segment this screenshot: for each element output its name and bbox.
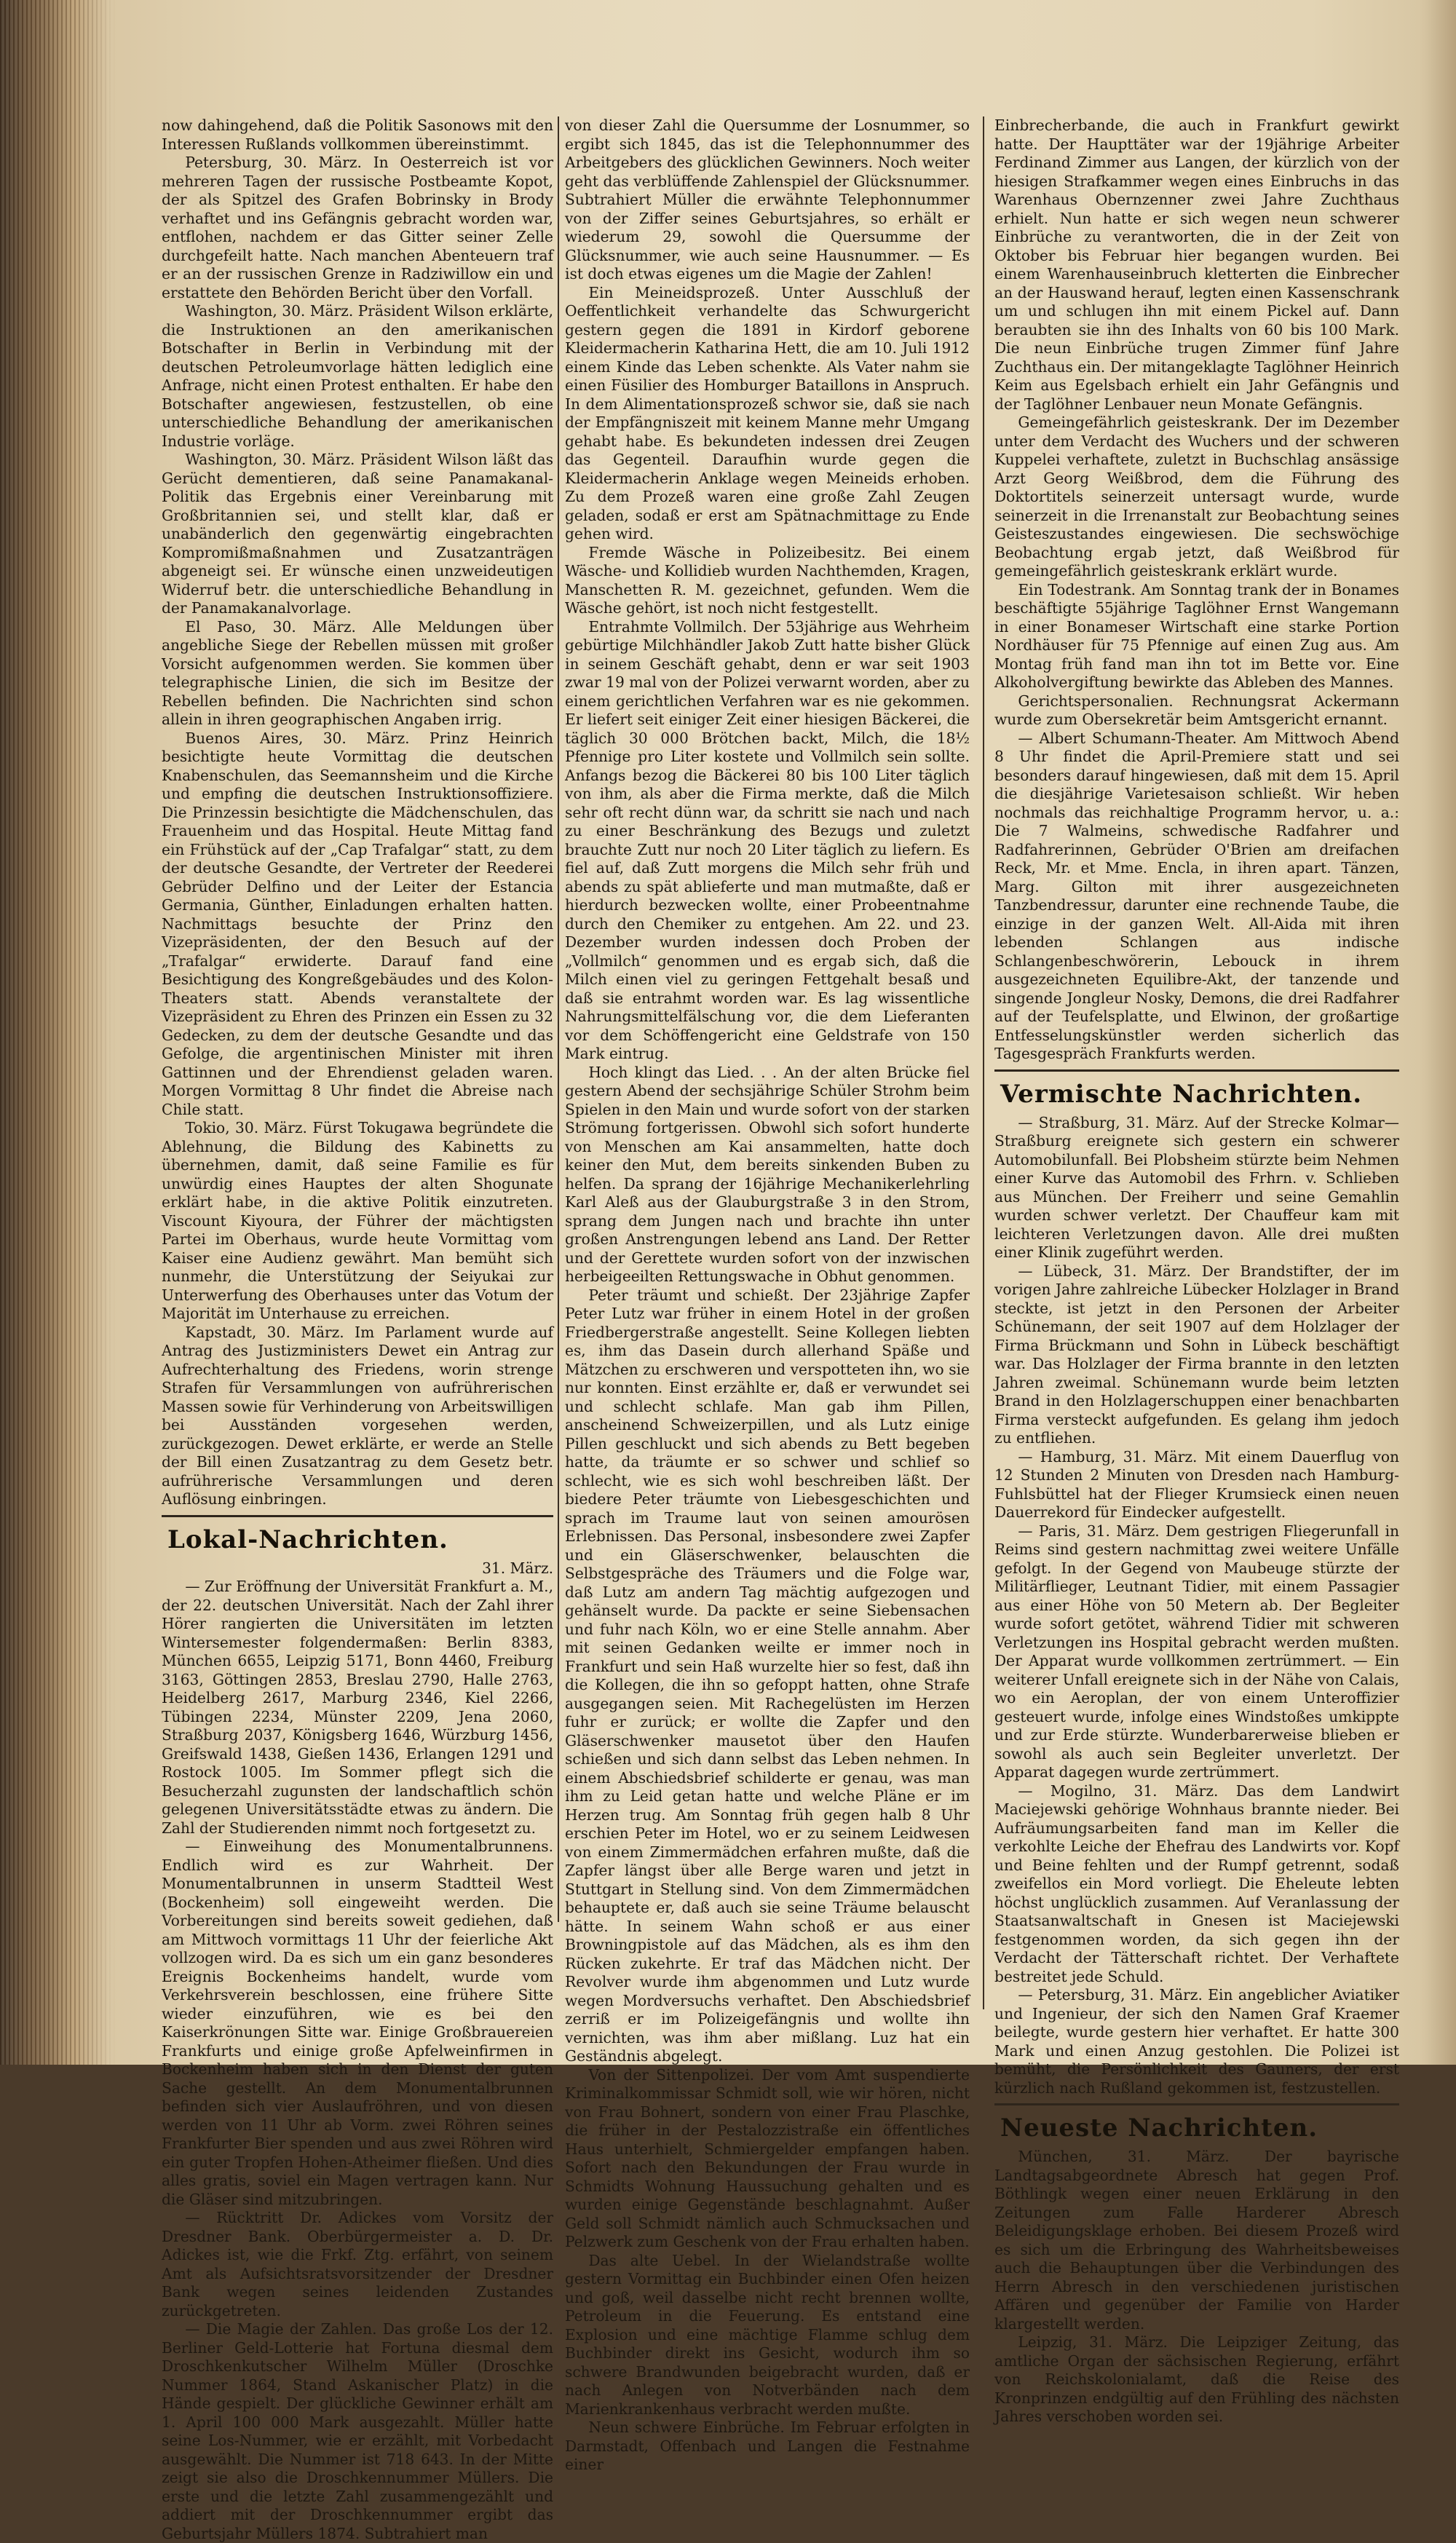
paragraph: — Albert Schumann-Theater. Am Mittwoch Abend 8 Uhr findet die April-Premiere statt und sei besonders darauf hingewiesen, daß mit dem 15. April die diesjährige Varietesaison schließt. Wir heben nochmals das reichhaltige Programm hervor, u. a.: Die 7 Walmeins, schwedische Radfahrer und Radfahrerinnen, Gebrüder O'Brien am dreifachen Reck, Mr. et Mme. Encla, in ihren apart. Tänzen, Marg. Gilton mit ihrer ausgezeichneten Tanzbendressur, darunter eine rechnende Taube, die einzige in der ganzen Welt. All-Aida mit ihren lebenden Schlangen aus indische Schlangenbeschwörerin, Lebouck in ihrem ausgezeichneten Equilibre-Akt, der tanzende und singende Jongleur Nosky, Demons, die drei Radfahrer auf der Teufelsplatte, und Elwinon, der großartige Entfesselungskünstler werden sicherlich das Tagesgespräch Frankfurts werden. bbox=[994, 729, 1399, 1062]
paragraph: now dahingehend, daß die Politik Sasonows mit den Interessen Rußlands vollkommen übereinstimmt. bbox=[162, 116, 553, 153]
dateline: 31. März. bbox=[482, 1559, 553, 1577]
paragraph: Petersburg, 30. März. In Oesterreich ist vor mehreren Tagen der russische Postbeamte Kopot, der als Spitzel des Grafen Bobrinsky in Brody verhaftet und ins Gefängnis gebracht worden war, entflohen, nachdem er das Gitter seiner Zelle durchgefeilt hatte. Nach manchen Abenteuern traf er an der russischen Grenze in Radziwillow ein und erstattete den Behörden Bericht über den Vorfall. bbox=[162, 154, 553, 301]
paragraph: — Zur Eröffnung der Universität Frankfurt a. M., der 22. deutschen Universität. Nach der Zahl ihrer Hörer rangierten die Universitäten im letzten Wintersemester folgendermaßen: Berlin 8383, München 6655, Leipzig 5171, Bonn 4460, Freiburg 3163, Göttingen 2853, Breslau 2790, Halle 2763, Heidelberg 2617, Marburg 2346, Kiel 2266, Tübingen 2234, Münster 2209, Jena 2060, Straßburg 2037, Königsberg 1646, Würzburg 1456, Greifswald 1438, Gießen 1436, Erlangen 1291 und Rostock 1005. Im Sommer pflegt sich die Besucherzahl zugunsten der landschaftlich schön gelegenen Universitätsstädte etwas zu ändern. Die Zahl der Studierenden nimmt noch fortgesetzt zu. bbox=[162, 1578, 553, 1837]
section-divider bbox=[162, 1515, 553, 1517]
column-1 bbox=[162, 116, 553, 2542]
paragraph: Entrahmte Vollmilch. Der 53jährige aus Wehrheim gebürtige Milchhändler Jakob Zutt hatte bisher Glück in seinem Geschäft gehabt, denn er war seit 1903 zwar 19 mal von der Polizei verwarnt worden, aber zu einem gerichtlichen Verfahren war es nie gekommen. Er liefert seit einiger Zeit einer hiesigen Bäckerei, die täglich 30 000 Brötchen backt, Milch, die 18½ Pfennige pro Liter kostete und Vollmilch sein sollte. Anfangs bezog die Bäckerei 80 bis 100 Liter täglich von ihm, als aber die Firma merkte, daß die Milch sehr oft recht dünn war, da schritt sie nach und nach zu einer Beschränkung des Bezugs und zuletzt brauchte Zutt nur noch 20 Liter täglich zu liefern. Es fiel auf, daß Zutt morgens die Milch sehr früh und abends zu spät ablieferte und man mutmaßte, daß er hierdurch bezwecken wollte, einer Probeentnahme durch den Chemiker zu entgehen. Am 22. und 23. Dezember wurden indessen doch Proben der „Vollmilch“ genommen und es ergab sich, daß die Milch einen viel zu geringen Fettgehalt besaß und daß sie entrahmt worden war. Es lag wissentliche Nahrungsmittelfälschung vor, die dem Lieferanten vor dem Schöffengericht eine Geldstrafe von 150 Mark eintrug. bbox=[565, 617, 970, 1062]
paragraph: — Petersburg, 31. März. Ein angeblicher Aviatiker und Ingenieur, der sich den Namen Graf Kraemer beilegte, wurde gestern hier verhaftet. Er hatte 300 Mark und einen Anzug gestohlen. Die Polizei ist bemüht, die Persönlichkeit des Gauners, der erst kürzlich nach Rußland gekommen ist, festzustellen. bbox=[994, 1986, 1399, 2097]
paragraph: El Paso, 30. März. Alle Meldungen über angebliche Siege der Rebellen müssen mit großer Vorsicht aufgenommen werden. Sie kommen über telegraphische Linien, die sich im Besitze der Rebellen befinden. Die Nachrichten sind schon allein in ihren geographischen Angaben irrig. bbox=[162, 617, 553, 728]
paragraph: — Paris, 31. März. Dem gestrigen Fliegerunfall in Reims sind gestern nachmittag zwei weitere Unfälle gefolgt. In der Gegend von Maubeuge stürzte der Militärflieger, Leutnant Tidier, mit einem Passagier aus einer Höhe von 50 Metern ab. Der Begleiter wurde sofort getötet, während Tidier mit schweren Verletzungen ins Hospital gebracht werden mußten. Der Apparat wurde vollkommen zertrümmert. — Ein weiterer Unfall ereignete sich in der Nähe von Calais, wo ein Aeroplan, der von einem Unteroffizier gesteuert wurde, infolge eines Windstoßes umkippte und zur Erde stürzte. Wunderbarerweise blieben er sowohl als auch sein Begleiter unverletzt. Der Apparat dagegen wurde zertrümmert. bbox=[994, 1522, 1399, 1781]
paragraph: Einbrecherbande, die auch in Frankfurt gewirkt hatte. Der Haupttäter war der 19jährige Arbeiter Ferdinand Zimmer aus Langen, der kürzlich von der hiesigen Strafkammer wegen eines Einbruchs in das Warenhaus Obernzenner zwei Jahre Zuchthaus erhielt. Nun hatte er sich wegen neun schwerer Einbrüche zu verantworten, die in der Zeit von Oktober bis Februar hier begangen wurden. Bei einem Warenhauseinbruch kletterten die Einbrecher an der Hauswand herauf, legten einen Kassenschrank um und schlugen ihn mit einem Pickel auf. Dann beraubten sie ihn des Inhalts von 60 bis 100 Mark. Die neun Einbrüche trugen Zimmer fünf Jahre Zuchthaus ein. Der mitangeklagte Taglöhner Heinrich Keim aus Egelsbach erhielt ein Jahr Gefängnis und der Taglöhner Lenbauer neun Monate Gefängnis. bbox=[994, 116, 1399, 413]
section-divider bbox=[994, 2103, 1399, 2105]
paragraph: Tokio, 30. März. Fürst Tokugawa begründete die Ablehnung, die Bildung des Kabinetts zu übernehmen, damit, daß seine Familie es für unwürdig eines Hauptes der alten Shogunate erklärt habe, in die aktive Politik einzutreten. Viscount Kiyoura, der Führer der mächtigsten Partei im Oberhaus, wurde heute Vormittag vom Kaiser eine Audienz gewährt. Man bemüht sich nunmehr, die Unterstützung der Seiyukai zur Unterwerfung des Oberhauses unter das Votum der Majorität im Unterhause zu erreichen. bbox=[162, 1119, 553, 1322]
paragraph: Neun schwere Einbrüche. Im Februar erfolgten in Darmstadt, Offenbach und Langen die Festnahme einer bbox=[565, 2419, 970, 2473]
paragraph: — Mogilno, 31. März. Das dem Landwirt Maciejewski gehörige Wohnhaus brannte nieder. Bei Aufräumungsarbeiten fand man im Keller die verkohlte Leiche der Ehefrau des Landwirts vor. Kopf und Beine fehlten und der Rumpf getrennt, sodaß zweifellos ein Mord vorliegt. Die Eheleute lebten höchst unglücklich zusammen. Auf Veranlassung der Staatsanwaltschaft in Gnesen ist Maciejewski festgenommen worden, da sich gegen ihn der Verdacht der Tätterschaft richtet. Der Verhaftete bestreitet jede Schuld. bbox=[994, 1781, 1399, 1985]
section-heading-vermischte: Vermischte Nachrichten. bbox=[1000, 1079, 1363, 1109]
section-heading-lokal: Lokal-Nachrichten. bbox=[167, 1524, 448, 1554]
paragraph: — Die Magie der Zahlen. Das große Los der 12. Berliner Geld-Lotterie hat Fortuna diesmal dem Droschkenkutscher Wilhelm Müller (Droschke Nummer 1864, Stand Askanischer Platz) in die Hände gespielt. Der glückliche Gewinner erhält am 1. April 100 000 Mark ausgezahlt. Müller hatte seine Los-Nummer, wie er erzählt, mit Vorbedacht ausgewählt. Die Nummer ist 718 643. In der Mitte zeigt sie also die Droschkennummer Müllers. Die erste und die letzte Zahl zusammengezählt und addiert mit der Droschkennummer ergibt das Geburtsjahr Müllers 1874. Subtrahiert man bbox=[162, 2320, 553, 2542]
paragraph: Kapstadt, 30. März. Im Parlament wurde auf Antrag des Justizministers Dewet ein Antrag zur Aufrechterhaltung des Friedens, worin strenge Strafen für Versammlungen von aufrührerischen Massen sowie für Verhinderung von Arbeitswilligen bei Ausständen vorgesehen werden, zurückgezogen. Dewet erklärte, er werde an Stelle der Bill einen Zusatzantrag zu dem Gesetz betr. aufrührerische Versammlungen und deren Auflösung einbringen. bbox=[162, 1323, 553, 1508]
paragraph: von dieser Zahl die Quersumme der Losnummer, so ergibt sich 1845, das ist die Telephonnummer des Arbeitgebers des glücklichen Gewinners. Noch weiter geht das verblüffende Zahlenspiel der Glücksnummer. Subtrahiert Müller die erwähnte Telephonnummer von der Ziffer seines Geburtsjahres, so erhält er wiederum 29, sowohl die Quersumme der Glücksnummer, wie auch seine Hausnummer. — Es ist doch etwas eigenes um die Magie der Zahlen! bbox=[565, 116, 970, 282]
paragraph: — Lübeck, 31. März. Der Brandstifter, der im vorigen Jahre zahlreiche Lübecker Holzlager in Brand steckte, ist jetzt in den Personen der Arbeiter Schünemann, der seit 1907 auf dem Holzlager der Firma Brückmann und Sohn in Lübeck beschäftigt war. Das Holzlager der Firma brannte in den letzten Jahren zweimal. Schünemann wurde beim letzten Brand in den Holzlagerschuppen einer benachbarten Firma versteckt aufgefunden. Es gelang ihm jedoch zu entfliehen. bbox=[994, 1262, 1399, 1447]
paragraph: Gemeingefährlich geisteskrank. Der im Dezember unter dem Verdacht des Wuchers und der schweren Kuppelei verhaftete, zuletzt in Buchschlag ansässige Arzt Georg Weißbrod, dem die Führung des Doktortitels seinerzeit untersagt wurde, wurde seinerzeit in die Irrenanstalt zur Beobachtung seines Geisteszustandes eingewiesen. Die sechswöchige Beobachtung ergab jetzt, daß Weißbrod für gemeingefährlich geisteskrank erklärt wurde. bbox=[994, 414, 1399, 580]
paragraph: Ein Meineidsprozeß. Unter Ausschluß der Oeffentlichkeit verhandelte das Schwurgericht gestern gegen die 1891 in Kirdorf geborene Kleidermacherin Katharina Hett, die am 10. Juli 1912 einem Kinde das Leben schenkte. Als Vater nahm sie einen Füsilier des Homburger Bataillons in Anspruch. In dem Alimentationsprozeß schwor sie, daß sie nach der Empfängniszeit mit keinem Manne mehr Umgang gehabt habe. Es bekundeten indessen drei Zeugen das Gegenteil. Daraufhin wurde gegen die Kleidermacherin Anklage wegen Meineids erhoben. Zu dem Prozeß waren eine große Zahl Zeugen geladen, sodaß er erst am Spätnachmittage zu Ende gehen wird. bbox=[565, 283, 970, 542]
paragraph: Von der Sittenpolizei. Der vom Amt suspendierte Kriminalkommissar Schmidt soll, wie wir hören, nicht von Frau Bohnert, sondern von einer Frau Plaschke, die früher in der Pestalozzistraße ein öffentliches Haus unterhielt, Schmiergelder empfangen haben. Sofort nach den Bekundungen der Frau wurde in Schmidts Wohnung Haussuchung gehalten und es wurden einige Gegenstände beschlagnahmt. Außer Geld soll Schmidt nämlich auch Schmucksachen und Pelzwerk zum Geschenk von der Frau erhalten haben. bbox=[565, 2065, 970, 2250]
column-rule bbox=[558, 116, 559, 1922]
paragraph: — Hamburg, 31. März. Mit einem Dauerflug von 12 Stunden 2 Minuten von Dresden nach Hamburg-Fuhlsbüttel hat der Flieger Krumsieck einen neuen Dauerrekord für Eindecker aufgestellt. bbox=[994, 1447, 1399, 1521]
paragraph: — Einweihung des Monumentalbrunnens. Endlich wird es zur Wahrheit. Der Monumentalbrunnen in unserm Stadtteil West (Bockenheim) soll eingeweiht werden. Die Vorbereitungen sind bereits soweit gediehen, daß am Mittwoch vormittags 11 Uhr der feierliche Akt vollzogen wird. Da es sich um ein ganz besonderes Ereignis Bockenheims handelt, wurde vom Verkehrsverein beschlossen, eine frühere Sitte wieder einzuführen, wie es bei den Kaiserkrönungen Sitte war. Einige Großbrauereien Frankfurts und einige große Apfelweinfirmen in Bockenheim haben sich in den Dienst der guten Sache gestellt. An dem Monumentalbrunnen befinden sich vier Auslaufröhren, und von diesen werden von 11 Uhr ab Vorm. zwei Röhren seines Frankfurter Bier spenden und aus zwei Röhren wird ein guter Tropfen Hohen-Atheimer fließen. Und dies alles gratis, soviel ein Magen vertragen kann. Nur die Gläser sind mitzubringen. bbox=[162, 1838, 553, 2208]
page-right-margin bbox=[1420, 0, 1456, 2065]
paragraph: München, 31. März. Der bayrische Landtagsabgeordnete Abresch hat gegen Prof. Böthlingk wegen einer neuen Erklärung in den Zeitungen zum Falle Harderer Abresch Beleidigungsklage erhoben. Bei diesem Prozeß wird es sich um die Erbringung des Wahrheitsbeweises auch die Behauptungen über die Verbindungen des Herrn Abresch in den verschiedenen juristischen Affären und gegenüber der Familie von Harder klargestellt werden. bbox=[994, 2148, 1399, 2333]
paragraph: Das alte Uebel. In der Wielandstraße wollte gestern Vormittag ein Buchbinder einen Ofen heizen und goß, weil dasselbe nicht recht brennen wollte, Petroleum in die Feuerung. Es entstand eine Explosion und eine mächtige Flamme schlug dem Buchbinder direkt ins Gesicht, wodurch ihm so schwere Brandwunden beigebracht wurden, daß er nach Anlegen von Notverbänden nach dem Marienkrankenhaus verbracht werden mußte. bbox=[565, 2251, 970, 2418]
book-page-edges bbox=[0, 0, 116, 2065]
paragraph: Washington, 30. März. Präsident Wilson erklärte, die Instruktionen an den amerikanischen Botschafter in Berlin in Verbindung mit der deutschen Petroleumvorlage hätten lediglich eine Anfrage, nicht einen Protest enthalten. Er habe den Botschafter angewiesen, festzustellen, ob eine unterschiedliche Behandlung der amerikanischen Industrie vorläge. bbox=[162, 302, 553, 450]
paragraph: — Straßburg, 31. März. Auf der Strecke Kolmar—Straßburg ereignete sich gestern ein schwerer Automobilunfall. Bei Plobsheim stürzte beim Nehmen einer Kurve das Automobil des Frhrn. v. Schlieben aus München. Der Freiherr und seine Gemahlin wurden schwer verletzt. Der Chauffeur kam mit leichteren Verletzungen davon. Alle drei mußten einer Klinik zugeführt werden. bbox=[994, 1113, 1399, 1261]
paragraph: Buenos Aires, 30. März. Prinz Heinrich besichtigte heute Vormittag die deutschen Knabenschulen, das Seemannsheim und die Kirche und empfing die deutschen Instruktionsoffiziere. Die Prinzessin besichtigte die Mädchenschulen, das Frauenheim und das Hospital. Heute Mittag fand ein Frühstück auf der „Cap Trafalgar“ statt, zu dem der deutsche Gesandte, der Vertreter der Reederei Gebrüder Delfino und der Leiter der Estancia Germania, Günther, Einladungen erhalten hatten. Nachmittags besuchte der Prinz den Vizepräsidenten, der den Besuch auf der „Trafalgar“ erwiderte. Darauf fand eine Besichtigung des Kongreßgebäudes und des Kolon-Theaters statt. Abends veranstaltete der Vizepräsident zu Ehren des Prinzen ein Essen zu 32 Gedecken, zu dem der deutsche Gesandte und das Gefolge, die argentinischen Minister mit ihren Gattinnen und der Ehrendienst geladen waren. Morgen Vormittag 8 Uhr findet die Abreise nach Chile statt. bbox=[162, 729, 553, 1118]
paragraph: Leipzig, 31. März. Die Leipziger Zeitung, das amtliche Organ der sächsischen Regierung, erfährt von Reichskolonialamt, daß die Reise des Kronprinzen endgültig auf den Frühling des nächsten Jahres verschoben worden sei. bbox=[994, 2333, 1399, 2425]
paragraph: Hoch klingt das Lied. . . An der alten Brücke fiel gestern Abend der sechsjährige Schüler Strohm beim Spielen in den Main und wurde sofort von der starken Strömung fortgerissen. Obwohl sich sofort hunderte von Menschen am Kai ansammelten, hatte doch keiner den Mut, dem bereits sinkenden Buben zu helfen. Da sprang der 16jährige Mechanikerlehrling Karl Aleß aus der Glauburgstraße 3 in den Strom, sprang dem Jungen nach und brachte ihn unter großen Anstrengungen lebend ans Land. Der Retter und der Gerettete wurden sofort von der inzwischen herbeigeeilten Rettungswache in Obhut genommen. bbox=[565, 1063, 970, 1285]
column-3 bbox=[994, 116, 1399, 2425]
column-rule bbox=[983, 116, 984, 2009]
section-heading-neueste: Neueste Nachrichten. bbox=[1000, 2113, 1318, 2143]
paragraph: Peter träumt und schießt. Der 23jährige Zapfer Peter Lutz war früher in einem Hotel in der großen Friedbergerstraße angestellt. Seine Kollegen liebten es, ihm das Dasein durch allerhand Späße und Mätzchen zu erschweren und verspotteten ihn, wo sie nur konnten. Einst erzählte er, daß er verwundet sei und schlecht schlafe. Man gab ihm Pillen, anscheinend Schweizerpillen, und als Lutz einige Pillen geschluckt und sich abends zu Bett begeben hatte, da träumte er so schwer und schlief so schlecht, wie es sich wohl beschreiben läßt. Der biedere Peter träumte von Liebesgeschichten und sprach im Traume laut von seinen amourösen Erlebnissen. Das Personal, insbesondere zwei Zapfer und ein Gläserschwenker, belauschten die Selbstgespräche des Träumers und die Folge war, daß Lutz am andern Tag mächtig aufgezogen und gehänselt wurde. Da packte er seine Siebensachen und fuhr nach Köln, wo er eine Stelle annahm. Aber mit seinen Gedanken weilte er immer noch in Frankfurt und sein Haß wurzelte hier so fest, daß ihn die Kollegen, die ihn so gefoppt hatten, ohne Strafe ausgegangen seien. Mit Rachegelüsten im Herzen fuhr er zurück; er wollte die Zapfer und den Gläserschwenker mausetot über den Haufen schießen und sich dann selbst das Leben nehmen. In einem Abschiedsbrief schilderte er genau, was man ihm zu Leid getan hatte und welche Pläne er im Herzen trug. Am Sonntag früh gegen halb 8 Uhr erschien Peter im Hotel, wo er zu seinem Leidwesen von einem Zimmermädchen erfahren mußte, daß die Zapfer längst über alle Berge waren und jetzt in Stuttgart in Stellung sind. Von dem Zimmermädchen behauptete er, daß auch sie seine Träume belauscht hätte. In seinem Wahn schoß er aus einer Browningpistole auf das Mädchen, als es ihm den Rücken zukehrte. Er traf das Mädchen nicht. Der Revolver wurde ihm abgenommen und Lutz wurde wegen Mordversuchs verhaftet. Den Abschiedsbrief zerriß er im Polizeigefängnis und wollte ihn vernichten, was ihm aber mißlang. Luz hat ein Geständnis abgelegt. bbox=[565, 1286, 970, 2065]
paragraph: Washington, 30. März. Präsident Wilson läßt das Gerücht dementieren, daß seine Panamakanal-Politik das Ergebnis einer Vereinbarung mit Großbritannien sei, und stellt klar, daß er unabänderlich den gegenwärtig eingebrachten Kompromißmaßnahmen und Zusatzanträgen abgeneigt sei. Er wünsche einen unzweideutigen Widerruf betr. die unterschiedliche Behandlung in der Panamakanalvorlage. bbox=[162, 451, 553, 617]
column-2 bbox=[565, 116, 970, 2473]
paragraph: Gerichtspersonalien. Rechnungsrat Ackermann wurde zum Obersekretär beim Amtsgericht ernannt. bbox=[994, 692, 1399, 728]
paragraph: — Rücktritt Dr. Adickes vom Vorsitz der Dresdner Bank. Oberbürgermeister a. D. Dr. Adickes ist, wie die Frkf. Ztg. erfährt, von seinem Amt als Aufsichtsratsvorsitzender der Dresdner Bank wegen seines leidenden Zustandes zurückgetreten. bbox=[162, 2209, 553, 2319]
section-divider bbox=[994, 1069, 1399, 1072]
paragraph: Ein Todestrank. Am Sonntag trank der in Bonames beschäftigte 55jährige Taglöhner Ernst Wangemann in einer Bonameser Wirtschaft eine starke Portion Nordhäuser für 75 Pfennige auf einen Zug aus. Am Montag früh fand man ihn tot im Bette vor. Eine Alkoholvergiftung bewirkte das Ableben des Mannes. bbox=[994, 580, 1399, 691]
paragraph: Fremde Wäsche in Polizeibesitz. Bei einem Wäsche- und Kollidieb wurden Nachthemden, Kragen, Manschetten R. M. gezeichnet, gefunden. Wem die Wäsche gehört, ist noch nicht festgestellt. bbox=[565, 543, 970, 617]
